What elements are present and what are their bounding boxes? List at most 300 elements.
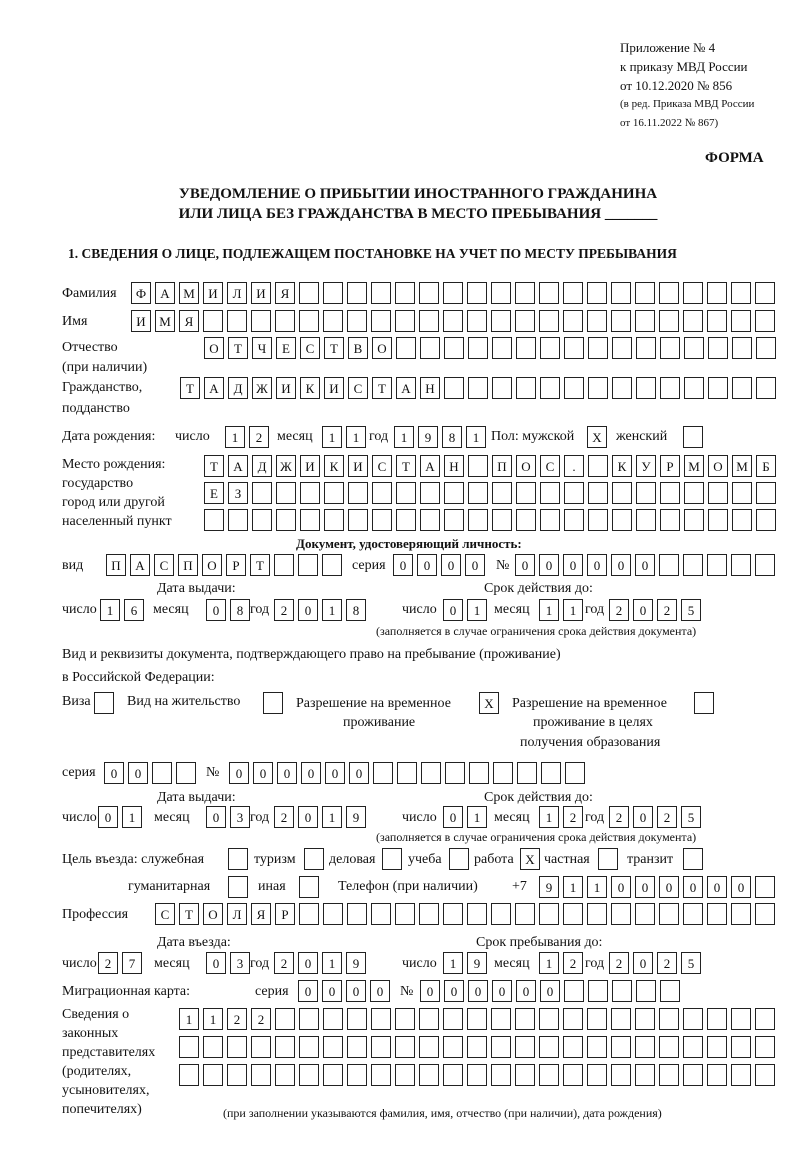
char-box[interactable]: 0 <box>98 806 118 828</box>
char-box[interactable] <box>395 1064 415 1086</box>
char-box[interactable]: 0 <box>683 876 703 898</box>
birth-day-field[interactable] <box>225 426 269 448</box>
char-box[interactable]: 0 <box>298 952 318 974</box>
char-box[interactable] <box>251 1036 271 1058</box>
char-box[interactable]: 8 <box>346 599 366 621</box>
char-box[interactable] <box>252 509 272 531</box>
char-box[interactable]: 0 <box>370 980 390 1002</box>
char-box[interactable] <box>420 337 440 359</box>
char-box[interactable] <box>443 903 463 925</box>
char-box[interactable] <box>467 310 487 332</box>
char-box[interactable] <box>588 509 608 531</box>
char-box[interactable] <box>588 377 608 399</box>
checkbox[interactable] <box>382 848 402 870</box>
char-box[interactable] <box>732 509 752 531</box>
char-box[interactable] <box>683 1036 703 1058</box>
char-box[interactable] <box>252 482 272 504</box>
char-box[interactable]: 0 <box>633 599 653 621</box>
char-box[interactable] <box>445 762 465 784</box>
char-box[interactable] <box>707 1036 727 1058</box>
char-box[interactable] <box>587 1064 607 1086</box>
char-box[interactable] <box>683 310 703 332</box>
birthplace-field-1[interactable] <box>204 455 776 477</box>
char-box[interactable] <box>347 310 367 332</box>
char-box[interactable]: Н <box>444 455 464 477</box>
char-box[interactable] <box>755 310 775 332</box>
char-box[interactable]: 0 <box>393 554 413 576</box>
char-box[interactable] <box>683 1008 703 1030</box>
char-box[interactable] <box>275 1064 295 1086</box>
char-box[interactable] <box>347 1008 367 1030</box>
char-box[interactable] <box>707 282 727 304</box>
birthplace-field-2[interactable] <box>204 482 776 504</box>
char-box[interactable] <box>443 1064 463 1086</box>
char-box[interactable]: К <box>324 455 344 477</box>
char-box[interactable] <box>564 337 584 359</box>
char-box[interactable]: Т <box>396 455 416 477</box>
checkbox[interactable]: X <box>587 426 607 448</box>
char-box[interactable]: 0 <box>277 762 297 784</box>
char-box[interactable] <box>397 762 417 784</box>
stay-issue-day[interactable] <box>98 806 142 828</box>
char-box[interactable] <box>515 903 535 925</box>
birth-year-field[interactable] <box>394 426 486 448</box>
char-box[interactable] <box>347 1036 367 1058</box>
char-box[interactable] <box>515 310 535 332</box>
char-box[interactable]: Т <box>372 377 392 399</box>
surname-field[interactable] <box>131 282 775 304</box>
char-box[interactable]: С <box>372 455 392 477</box>
char-box[interactable] <box>276 509 296 531</box>
char-box[interactable]: Ч <box>252 337 272 359</box>
char-box[interactable] <box>755 1008 775 1030</box>
char-box[interactable]: Л <box>227 282 247 304</box>
char-box[interactable]: Р <box>226 554 246 576</box>
char-box[interactable] <box>491 1036 511 1058</box>
char-box[interactable]: 2 <box>609 599 629 621</box>
char-box[interactable] <box>540 377 560 399</box>
char-box[interactable] <box>515 1064 535 1086</box>
char-box[interactable] <box>443 310 463 332</box>
representatives-field-2[interactable] <box>179 1036 775 1058</box>
char-box[interactable]: 2 <box>251 1008 271 1030</box>
char-box[interactable] <box>444 337 464 359</box>
char-box[interactable]: 8 <box>442 426 462 448</box>
char-box[interactable]: 0 <box>633 806 653 828</box>
char-box[interactable] <box>347 903 367 925</box>
char-box[interactable]: У <box>636 455 656 477</box>
char-box[interactable] <box>203 1036 223 1058</box>
char-box[interactable]: 1 <box>539 599 559 621</box>
char-box[interactable] <box>516 377 536 399</box>
char-box[interactable]: 0 <box>420 980 440 1002</box>
char-box[interactable] <box>228 509 248 531</box>
char-box[interactable] <box>395 1008 415 1030</box>
char-box[interactable] <box>274 554 294 576</box>
char-box[interactable]: А <box>130 554 150 576</box>
char-box[interactable] <box>636 337 656 359</box>
char-box[interactable] <box>636 509 656 531</box>
char-box[interactable] <box>587 310 607 332</box>
char-box[interactable] <box>420 509 440 531</box>
id-series-field[interactable] <box>393 554 485 576</box>
char-box[interactable]: И <box>300 455 320 477</box>
char-box[interactable] <box>588 980 608 1002</box>
char-box[interactable]: Ф <box>131 282 151 304</box>
char-box[interactable] <box>612 980 632 1002</box>
trp-checkbox[interactable] <box>479 692 499 714</box>
char-box[interactable]: Т <box>179 903 199 925</box>
char-box[interactable] <box>275 1008 295 1030</box>
char-box[interactable] <box>396 509 416 531</box>
char-box[interactable] <box>275 1036 295 1058</box>
id-issue-month[interactable] <box>206 599 250 621</box>
char-box[interactable] <box>443 282 463 304</box>
id-valid-month[interactable] <box>539 599 583 621</box>
checkbox[interactable] <box>94 692 114 714</box>
char-box[interactable]: 0 <box>492 980 512 1002</box>
char-box[interactable] <box>299 1036 319 1058</box>
char-box[interactable] <box>588 455 608 477</box>
char-box[interactable]: С <box>348 377 368 399</box>
char-box[interactable]: К <box>612 455 632 477</box>
char-box[interactable] <box>659 310 679 332</box>
char-box[interactable]: 5 <box>681 599 701 621</box>
char-box[interactable] <box>371 310 391 332</box>
char-box[interactable]: Т <box>228 337 248 359</box>
char-box[interactable]: 0 <box>253 762 273 784</box>
char-box[interactable] <box>635 1064 655 1086</box>
purpose-work-checkbox[interactable] <box>520 848 540 870</box>
char-box[interactable] <box>539 310 559 332</box>
char-box[interactable]: П <box>178 554 198 576</box>
char-box[interactable]: 0 <box>635 876 655 898</box>
char-box[interactable]: 0 <box>515 554 535 576</box>
char-box[interactable]: С <box>540 455 560 477</box>
char-box[interactable]: 0 <box>298 806 318 828</box>
checkbox[interactable] <box>263 692 283 714</box>
entry-day[interactable] <box>98 952 142 974</box>
char-box[interactable] <box>492 377 512 399</box>
char-box[interactable]: 0 <box>206 599 226 621</box>
char-box[interactable] <box>611 1064 631 1086</box>
char-box[interactable]: Д <box>252 455 272 477</box>
char-box[interactable] <box>419 903 439 925</box>
char-box[interactable] <box>659 1064 679 1086</box>
purpose-other-checkbox[interactable] <box>299 876 319 898</box>
char-box[interactable] <box>348 509 368 531</box>
char-box[interactable]: М <box>732 455 752 477</box>
char-box[interactable] <box>176 762 196 784</box>
char-box[interactable] <box>707 1064 727 1086</box>
representatives-field-1[interactable] <box>179 1008 775 1030</box>
checkbox[interactable] <box>228 876 248 898</box>
profession-field[interactable] <box>155 903 775 925</box>
char-box[interactable]: 1 <box>122 806 142 828</box>
char-box[interactable]: 1 <box>443 952 463 974</box>
char-box[interactable] <box>467 1064 487 1086</box>
char-box[interactable] <box>659 1008 679 1030</box>
phone-field[interactable] <box>539 876 775 898</box>
id-number-field[interactable] <box>515 554 775 576</box>
char-box[interactable] <box>683 282 703 304</box>
char-box[interactable] <box>444 377 464 399</box>
char-box[interactable] <box>564 482 584 504</box>
char-box[interactable]: 0 <box>633 952 653 974</box>
char-box[interactable] <box>491 310 511 332</box>
char-box[interactable] <box>731 1036 751 1058</box>
char-box[interactable]: 1 <box>466 426 486 448</box>
char-box[interactable]: И <box>251 282 271 304</box>
char-box[interactable] <box>588 337 608 359</box>
char-box[interactable]: 0 <box>539 554 559 576</box>
char-box[interactable]: 0 <box>707 876 727 898</box>
char-box[interactable] <box>299 310 319 332</box>
char-box[interactable] <box>635 1036 655 1058</box>
purpose-study-checkbox[interactable] <box>449 848 469 870</box>
char-box[interactable]: 1 <box>563 599 583 621</box>
char-box[interactable]: В <box>348 337 368 359</box>
sex-female-checkbox[interactable] <box>683 426 703 448</box>
char-box[interactable]: 1 <box>322 952 342 974</box>
char-box[interactable] <box>731 282 751 304</box>
char-box[interactable] <box>419 310 439 332</box>
char-box[interactable] <box>227 310 247 332</box>
char-box[interactable]: Т <box>204 455 224 477</box>
char-box[interactable] <box>491 1008 511 1030</box>
char-box[interactable] <box>419 1036 439 1058</box>
char-box[interactable] <box>684 509 704 531</box>
char-box[interactable] <box>298 554 318 576</box>
char-box[interactable] <box>755 554 775 576</box>
char-box[interactable] <box>708 337 728 359</box>
char-box[interactable]: 7 <box>122 952 142 974</box>
char-box[interactable] <box>660 482 680 504</box>
char-box[interactable] <box>323 1036 343 1058</box>
char-box[interactable] <box>659 903 679 925</box>
char-box[interactable] <box>517 762 537 784</box>
char-box[interactable] <box>468 509 488 531</box>
char-box[interactable] <box>492 509 512 531</box>
char-box[interactable]: 2 <box>274 952 294 974</box>
char-box[interactable] <box>755 1064 775 1086</box>
char-box[interactable] <box>419 1064 439 1086</box>
char-box[interactable]: 2 <box>609 806 629 828</box>
char-box[interactable] <box>707 1008 727 1030</box>
char-box[interactable] <box>251 1064 271 1086</box>
char-box[interactable] <box>395 310 415 332</box>
checkbox[interactable] <box>683 426 703 448</box>
char-box[interactable] <box>684 482 704 504</box>
char-box[interactable]: М <box>684 455 704 477</box>
char-box[interactable]: 1 <box>100 599 120 621</box>
char-box[interactable] <box>371 903 391 925</box>
char-box[interactable] <box>539 282 559 304</box>
char-box[interactable]: О <box>203 903 223 925</box>
char-box[interactable] <box>371 1036 391 1058</box>
id-issue-year[interactable] <box>274 599 366 621</box>
char-box[interactable] <box>469 762 489 784</box>
char-box[interactable] <box>444 482 464 504</box>
char-box[interactable]: 0 <box>611 554 631 576</box>
char-box[interactable] <box>683 903 703 925</box>
char-box[interactable]: Ж <box>252 377 272 399</box>
char-box[interactable] <box>708 509 728 531</box>
char-box[interactable] <box>467 903 487 925</box>
char-box[interactable]: 1 <box>539 806 559 828</box>
char-box[interactable] <box>707 554 727 576</box>
checkbox[interactable] <box>228 848 248 870</box>
char-box[interactable]: Ж <box>276 455 296 477</box>
char-box[interactable]: Р <box>660 455 680 477</box>
char-box[interactable]: 9 <box>346 806 366 828</box>
checkbox[interactable] <box>299 876 319 898</box>
char-box[interactable] <box>468 377 488 399</box>
char-box[interactable]: 0 <box>540 980 560 1002</box>
char-box[interactable] <box>659 282 679 304</box>
char-box[interactable] <box>443 1008 463 1030</box>
char-box[interactable] <box>684 377 704 399</box>
char-box[interactable]: 0 <box>611 876 631 898</box>
char-box[interactable] <box>515 1036 535 1058</box>
char-box[interactable]: 6 <box>124 599 144 621</box>
char-box[interactable] <box>540 509 560 531</box>
char-box[interactable]: 0 <box>444 980 464 1002</box>
char-box[interactable]: 1 <box>322 806 342 828</box>
char-box[interactable] <box>323 310 343 332</box>
char-box[interactable] <box>565 762 585 784</box>
char-box[interactable]: 2 <box>249 426 269 448</box>
char-box[interactable] <box>299 282 319 304</box>
char-box[interactable]: Я <box>275 282 295 304</box>
char-box[interactable]: 8 <box>230 599 250 621</box>
purpose-official-checkbox[interactable] <box>228 848 248 870</box>
char-box[interactable]: С <box>155 903 175 925</box>
char-box[interactable]: 1 <box>322 426 342 448</box>
char-box[interactable] <box>659 1036 679 1058</box>
char-box[interactable]: 2 <box>274 806 294 828</box>
char-box[interactable] <box>755 903 775 925</box>
char-box[interactable]: 0 <box>516 980 536 1002</box>
char-box[interactable] <box>516 337 536 359</box>
char-box[interactable]: Е <box>276 337 296 359</box>
char-box[interactable] <box>323 282 343 304</box>
char-box[interactable] <box>468 455 488 477</box>
id-issue-day[interactable] <box>100 599 144 621</box>
char-box[interactable] <box>468 482 488 504</box>
entry-year[interactable] <box>274 952 366 974</box>
char-box[interactable]: 2 <box>98 952 118 974</box>
char-box[interactable] <box>322 554 342 576</box>
char-box[interactable]: Л <box>227 903 247 925</box>
char-box[interactable] <box>420 482 440 504</box>
char-box[interactable]: О <box>516 455 536 477</box>
mc-series-field[interactable] <box>298 980 390 1002</box>
char-box[interactable] <box>636 377 656 399</box>
char-box[interactable]: 9 <box>418 426 438 448</box>
purpose-tourism-checkbox[interactable] <box>304 848 324 870</box>
char-box[interactable] <box>539 903 559 925</box>
char-box[interactable]: Т <box>250 554 270 576</box>
char-box[interactable] <box>563 903 583 925</box>
char-box[interactable] <box>660 337 680 359</box>
char-box[interactable] <box>467 1008 487 1030</box>
char-box[interactable] <box>373 762 393 784</box>
char-box[interactable] <box>395 1036 415 1058</box>
purpose-private-checkbox[interactable] <box>598 848 618 870</box>
char-box[interactable]: 0 <box>417 554 437 576</box>
char-box[interactable] <box>660 980 680 1002</box>
checkbox[interactable]: X <box>520 848 540 870</box>
char-box[interactable]: С <box>154 554 174 576</box>
char-box[interactable] <box>372 482 392 504</box>
birth-month-field[interactable] <box>322 426 366 448</box>
char-box[interactable] <box>635 282 655 304</box>
char-box[interactable]: 9 <box>467 952 487 974</box>
char-box[interactable] <box>756 482 776 504</box>
char-box[interactable]: А <box>228 455 248 477</box>
char-box[interactable] <box>611 1036 631 1058</box>
char-box[interactable] <box>563 1064 583 1086</box>
char-box[interactable] <box>347 282 367 304</box>
char-box[interactable]: 0 <box>659 876 679 898</box>
char-box[interactable]: 0 <box>587 554 607 576</box>
checkbox[interactable] <box>449 848 469 870</box>
char-box[interactable] <box>419 1008 439 1030</box>
char-box[interactable] <box>755 1036 775 1058</box>
char-box[interactable] <box>515 282 535 304</box>
char-box[interactable]: 1 <box>346 426 366 448</box>
char-box[interactable]: 5 <box>681 806 701 828</box>
stay-until-year[interactable] <box>609 952 701 974</box>
char-box[interactable] <box>756 337 776 359</box>
char-box[interactable] <box>395 903 415 925</box>
char-box[interactable] <box>371 1064 391 1086</box>
char-box[interactable] <box>371 282 391 304</box>
char-box[interactable]: И <box>276 377 296 399</box>
char-box[interactable] <box>444 509 464 531</box>
char-box[interactable] <box>515 1008 535 1030</box>
char-box[interactable]: 1 <box>563 876 583 898</box>
id-valid-year[interactable] <box>609 599 701 621</box>
char-box[interactable] <box>731 310 751 332</box>
char-box[interactable]: 0 <box>441 554 461 576</box>
char-box[interactable] <box>203 310 223 332</box>
visa-checkbox[interactable] <box>94 692 114 714</box>
char-box[interactable] <box>587 903 607 925</box>
char-box[interactable] <box>563 1008 583 1030</box>
char-box[interactable]: А <box>155 282 175 304</box>
purpose-business-checkbox[interactable] <box>382 848 402 870</box>
char-box[interactable] <box>707 903 727 925</box>
char-box[interactable]: Т <box>324 337 344 359</box>
char-box[interactable]: И <box>131 310 151 332</box>
char-box[interactable] <box>755 282 775 304</box>
char-box[interactable] <box>203 1064 223 1086</box>
char-box[interactable] <box>347 1064 367 1086</box>
char-box[interactable] <box>227 1036 247 1058</box>
char-box[interactable]: 0 <box>206 952 226 974</box>
char-box[interactable] <box>563 282 583 304</box>
char-box[interactable]: 1 <box>394 426 414 448</box>
char-box[interactable] <box>152 762 172 784</box>
char-box[interactable]: 0 <box>635 554 655 576</box>
mc-number-field[interactable] <box>420 980 680 1002</box>
char-box[interactable] <box>612 337 632 359</box>
char-box[interactable] <box>587 1008 607 1030</box>
char-box[interactable] <box>660 377 680 399</box>
char-box[interactable]: 1 <box>179 1008 199 1030</box>
